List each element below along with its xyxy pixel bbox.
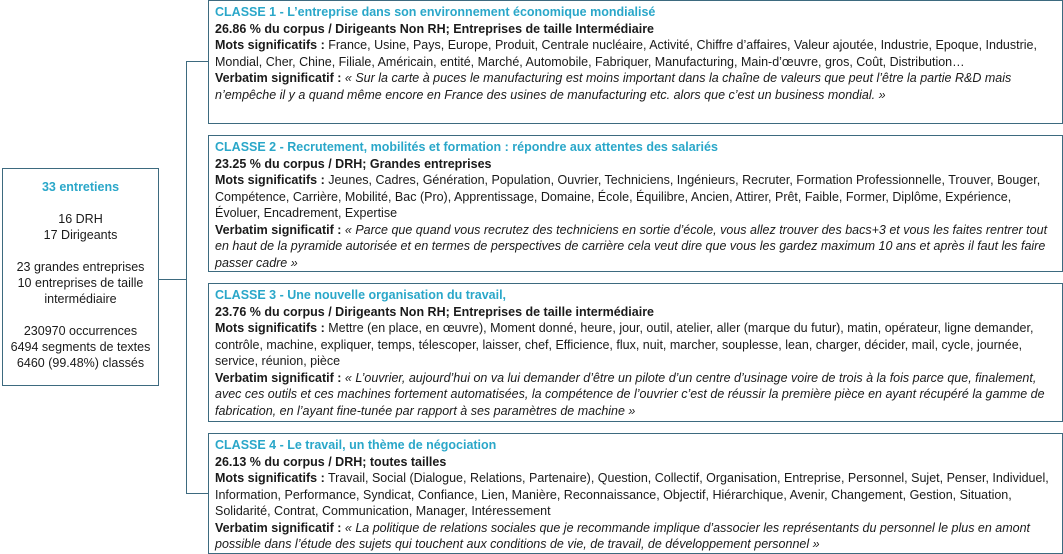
summary-line: 16 DRH bbox=[58, 212, 103, 226]
classe-corpus: 26.13 % du corpus / DRH; toutes tailles bbox=[215, 454, 447, 469]
summary-group-companies bbox=[3, 259, 158, 307]
connector-branch-classe-4 bbox=[186, 493, 208, 494]
summary-line: intermédiaire bbox=[44, 292, 117, 306]
classe-mots bbox=[215, 470, 1057, 520]
summary-title: 33 entretiens bbox=[41, 180, 120, 194]
classe-corpus: 26.86 % du corpus / Dirigeants Non RH; Entreprises de taille Intermédiaire bbox=[215, 21, 655, 36]
classe-2-box bbox=[208, 135, 1063, 272]
classe-corpus: 23.25 % du corpus / DRH; Grandes entreprises bbox=[215, 156, 492, 171]
verbatim-text: « La politique de relations sociales que je recommande implique d’associer les représentants du personnel le plus en amont possible dans l’étude des sujets qui touchent aux conditions de vie, de travail, de développement personnel » bbox=[215, 520, 1031, 551]
classe-1-box bbox=[208, 0, 1063, 124]
classe-mots bbox=[215, 172, 1057, 222]
classe-verbatim bbox=[215, 520, 1057, 553]
verbatim-text: « L’ouvrier, aujourd’hui on va lui demander d’être un pilote d’un centre d’usinage voire de trois à la fois parce que, finalement, avec ces outils et ces machines fortement automatisées, la compétence de l’ouvrier c’est de réussir la première pièce en ayant récupéré la gamme de fabrication, en l’ayant fine-tunée par rapport à ses paramètres de machine » bbox=[215, 370, 1045, 418]
classe-4-box bbox=[208, 433, 1063, 554]
connector-branch-classe-1 bbox=[186, 61, 208, 62]
summary-line: 6460 (99.48%) classés bbox=[16, 356, 145, 370]
classe-corpus: 23.76 % du corpus / Dirigeants Non RH; Entreprises de taille intermédiaire bbox=[215, 304, 655, 319]
mots-label: Mots significatifs : bbox=[215, 38, 325, 52]
summary-group-corpus bbox=[3, 323, 158, 371]
mots-list: France, Usine, Pays, Europe, Produit, Centrale nucléaire, Activité, Chiffre d’affaires, Valeur ajoutée, Industrie, Epoque, Industrie, Mondial, Cher, Chine, Filiale, Américain, entité, Marché, Automobile, Fabriquer, Manufacturing, Main-d’œuvre, gros, Coût, Distribution… bbox=[215, 38, 1037, 69]
classe-title: CLASSE 2 - Recrutement, mobilités et formation : répondre aux attentes des salariés bbox=[215, 140, 718, 154]
classe-mots bbox=[215, 37, 1057, 70]
verbatim-text: « Parce que quand vous recrutez des techniciens en sortie d’école, vous allez trouver des bacs+3 et vous les faites rentrer tout en haut de la pyramide autorisée et en termes de perspectives de carrière cela veut dire que vous les gardez maximum 10 ans et après il faut les faire passer cadre » bbox=[215, 222, 1048, 270]
connector-vertical-trunk bbox=[186, 61, 187, 493]
summary-line: 230970 occurrences bbox=[23, 324, 138, 338]
verbatim-text: « Sur la carte à puces le manufacturing est moins important dans la chaîne de valeurs que peut l’être la partie R&D mais n’empêche il y a quand même encore en France des usines de manufacturing etc. alors que c’est un business mondial. » bbox=[215, 71, 1012, 102]
connector-horizontal-main bbox=[159, 279, 187, 280]
verbatim-label: Verbatim significatif : bbox=[215, 370, 342, 385]
mots-label: Mots significatifs : bbox=[215, 321, 325, 335]
mots-label: Mots significatifs : bbox=[215, 173, 325, 187]
summary-line: 6494 segments de textes bbox=[10, 340, 151, 354]
classe-title: CLASSE 4 - Le travail, un thème de négociation bbox=[215, 438, 497, 452]
summary-line: 10 entreprises de taille bbox=[17, 276, 144, 290]
verbatim-label: Verbatim significatif : bbox=[215, 222, 342, 237]
classe-mots bbox=[215, 320, 1057, 370]
classe-verbatim bbox=[215, 222, 1057, 272]
verbatim-label: Verbatim significatif : bbox=[215, 71, 342, 85]
classe-verbatim bbox=[215, 370, 1057, 420]
mots-list: Jeunes, Cadres, Génération, Population, Ouvrier, Techniciens, Ingénieurs, Recruter, Formation Professionnelle, Trouver, Bouger, Compétence, Carrière, Mobilité, Bac (Pro), Apprentissage, Domaine, École, Équilibre, Ancien, Attirer, Prêt, Faible, Former, Diplôme, Expérience, Évoluer, Encadrement, Expertise bbox=[215, 173, 1041, 220]
classe-title: CLASSE 3 - Une nouvelle organisation du travail, bbox=[215, 288, 507, 302]
summary-line: 23 grandes entreprises bbox=[16, 260, 145, 274]
classe-title: CLASSE 1 - L’entreprise dans son environnement économique mondialisé bbox=[215, 5, 656, 19]
verbatim-label: Verbatim significatif : bbox=[215, 520, 342, 535]
summary-group-profiles bbox=[3, 211, 158, 243]
classe-verbatim bbox=[215, 70, 1057, 103]
mots-list: Mettre (en place, en œuvre), Moment donné, heure, jour, outil, atelier, aller (marque du futur), matin, opérateur, ligne demander, contrôle, machine, expliquer, temps, télescoper, laisser, chef, Efficience, flux, nuit, marcher, souplesse, lean, charger, décider, mail, cycle, journée, service, réunion, pièce bbox=[215, 321, 1034, 368]
mots-list: Travail, Social (Dialogue, Relations, Partenaire), Question, Collectif, Organisation, Entreprise, Personnel, Sujet, Penser, Individuel, Information, Performance, Syndicat, Confiance, Lien, Manière, Reconnaissance, Objectif, Hiérarchique, Avenir, Changement, Gestion, Situation, Solidarité, Contrat, Communication, Manager, Intéressement bbox=[215, 471, 1049, 518]
classe-3-box bbox=[208, 283, 1063, 422]
summary-box bbox=[2, 168, 159, 386]
mots-label: Mots significatifs : bbox=[215, 471, 325, 485]
summary-line: 17 Dirigeants bbox=[43, 228, 118, 242]
